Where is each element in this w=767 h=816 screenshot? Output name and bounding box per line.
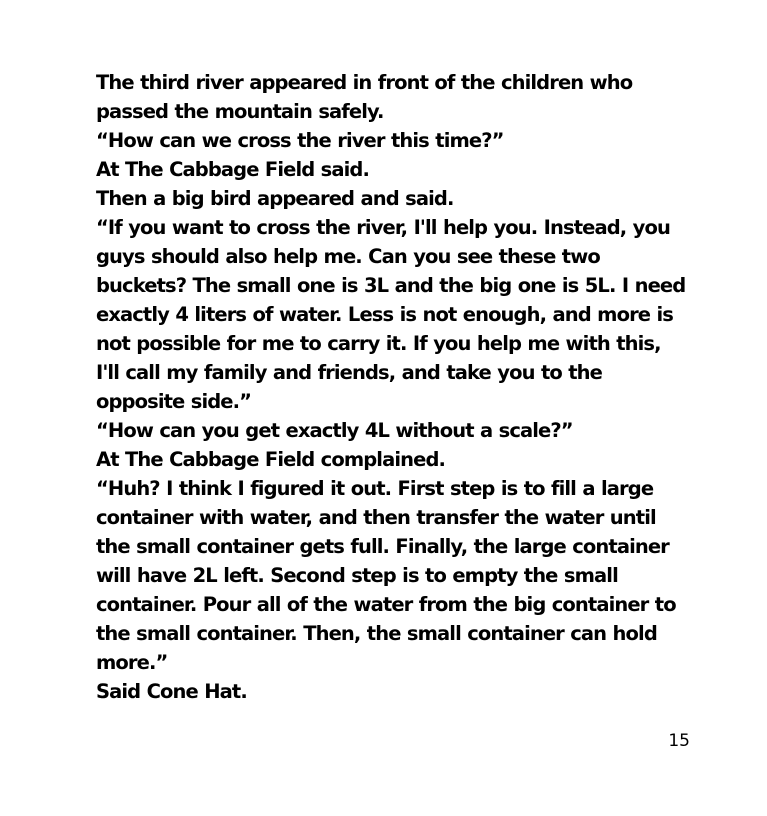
- text-line: I'll call my family and friends, and take you to the: [96, 361, 602, 384]
- text-line: “How can you get exactly 4L without a scale?”: [96, 419, 573, 442]
- page-number: 15: [668, 731, 690, 751]
- text-line: the small container. Then, the small container can hold: [96, 622, 657, 645]
- text-line: not possible for me to carry it. If you help me with this,: [96, 332, 661, 355]
- text-line: At The Cabbage Field said.: [96, 158, 369, 181]
- text-line: “Huh? I think I figured it out. First step is to fill a large: [96, 477, 654, 500]
- text-line: buckets? The small one is 3L and the big one is 5L. I need: [96, 274, 686, 297]
- story-text: [96, 68, 686, 706]
- text-line: At The Cabbage Field complained.: [96, 448, 446, 471]
- text-line: guys should also help me. Can you see these two: [96, 245, 600, 268]
- text-line: will have 2L left. Second step is to empty the small: [96, 564, 618, 587]
- text-line: container with water, and then transfer the water until: [96, 506, 656, 529]
- text-line: Then a big bird appeared and said.: [96, 187, 454, 210]
- text-line: “If you want to cross the river, I'll help you. Instead, you: [96, 216, 670, 239]
- text-line: more.”: [96, 651, 168, 674]
- text-line: “How can we cross the river this time?”: [96, 129, 504, 152]
- text-line: exactly 4 liters of water. Less is not enough, and more is: [96, 303, 674, 326]
- text-line: passed the mountain safely.: [96, 100, 384, 123]
- text-line: opposite side.”: [96, 390, 252, 413]
- text-line: Said Cone Hat.: [96, 680, 247, 703]
- text-line: the small container gets full. Finally, the large container: [96, 535, 669, 558]
- text-line: container. Pour all of the water from the big container to: [96, 593, 676, 616]
- text-line: The third river appeared in front of the children who: [96, 71, 633, 94]
